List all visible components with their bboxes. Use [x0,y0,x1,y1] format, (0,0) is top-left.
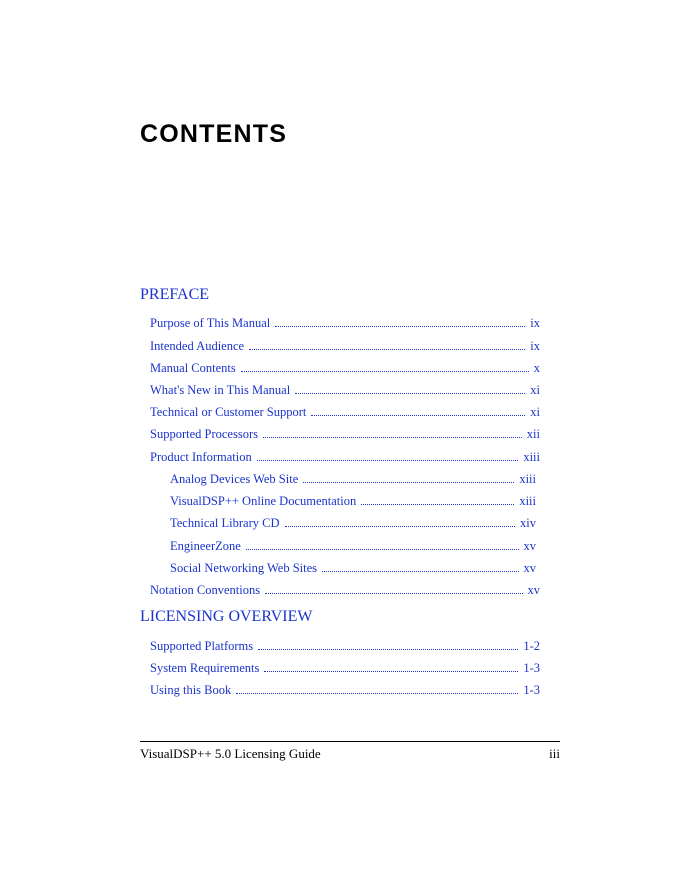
footer-page-number: iii [549,746,560,761]
toc-entry-page: 1-2 [523,639,540,653]
toc-entry-label: Technical Library CD [170,516,280,530]
dot-leader [264,671,518,672]
toc-entry-technical-or-customer-support[interactable] [150,404,540,420]
toc-entry-page: xi [530,383,540,397]
toc-entry-label: Technical or Customer Support [150,405,307,419]
toc-entry-page: xiv [520,516,536,530]
toc-entry-using-this-book[interactable] [150,682,540,698]
dot-leader [263,437,522,438]
toc-entry-label: Supported Processors [150,427,258,441]
toc-entry-social-networking-web-sites[interactable] [170,560,536,576]
toc-entry-supported-processors[interactable] [150,426,540,442]
toc-entry-page: xiii [519,494,536,508]
toc-entry-page: xv [523,561,536,575]
toc-entry-page: xv [523,539,536,553]
toc-entry-label: Using this Book [150,683,232,697]
toc-entry-page: xii [526,427,540,441]
dot-leader [246,549,519,550]
toc-entry-purpose-of-this-manual[interactable] [150,315,540,331]
toc-entry-technical-library-cd[interactable] [170,515,536,531]
toc-entry-label: Analog Devices Web Site [170,472,299,486]
dot-leader [361,504,514,505]
dot-leader [275,326,525,327]
toc-entry-page: x [533,361,540,375]
toc-entry-page: xiii [523,450,540,464]
toc-entry-notation-conventions[interactable] [150,582,540,598]
toc-entry-label: Supported Platforms [150,639,254,653]
toc-entry-manual-contents[interactable] [150,360,540,376]
toc-entry-engineerzone[interactable] [170,538,536,554]
dot-leader [258,649,518,650]
toc-entry-system-requirements[interactable] [150,660,540,676]
toc-entry-label: Notation Conventions [150,583,261,597]
page-title: CONTENTS [140,120,288,148]
toc-entry-label: System Requirements [150,661,260,675]
dot-leader [322,571,518,572]
footer-rule [140,741,560,742]
toc-entry-page: ix [530,339,540,353]
dot-leader [303,482,514,483]
dot-leader [241,371,529,372]
dot-leader [285,526,516,527]
dot-leader [295,393,525,394]
toc-entry-label: Purpose of This Manual [150,316,271,330]
toc-entry-supported-platforms[interactable] [150,638,540,654]
dot-leader [265,593,522,594]
dot-leader [257,460,519,461]
section-heading-licensing-overview[interactable]: LICENSING OVERVIEW [140,608,313,625]
toc-entry-whats-new[interactable] [150,382,540,398]
footer-title: VisualDSP++ 5.0 Licensing Guide [140,746,321,761]
dot-leader [311,415,525,416]
toc-entry-label: Intended Audience [150,339,245,353]
section-heading-preface[interactable]: PREFACE [140,286,210,303]
toc-entry-label: Social Networking Web Sites [170,561,318,575]
toc-entry-page: xiii [519,472,536,486]
toc-entry-label: VisualDSP++ Online Documentation [170,494,357,508]
dot-leader [236,693,518,694]
toc-entry-analog-devices-web-site[interactable] [170,471,536,487]
toc-entry-page: 1-3 [523,683,540,697]
toc-entry-page: xi [530,405,540,419]
toc-entry-product-information[interactable] [150,449,540,465]
toc-entry-label: Product Information [150,450,252,464]
toc-entry-label: What's New in This Manual [150,383,291,397]
toc-entry-page: xv [527,583,540,597]
dot-leader [249,349,525,350]
toc-entry-page: 1-3 [523,661,540,675]
toc-entry-visualdsp-online-documentation[interactable] [170,493,536,509]
toc-entry-label: EngineerZone [170,539,241,553]
toc-entry-page: ix [530,316,540,330]
toc-entry-label: Manual Contents [150,361,236,375]
toc-entry-intended-audience[interactable] [150,338,540,354]
